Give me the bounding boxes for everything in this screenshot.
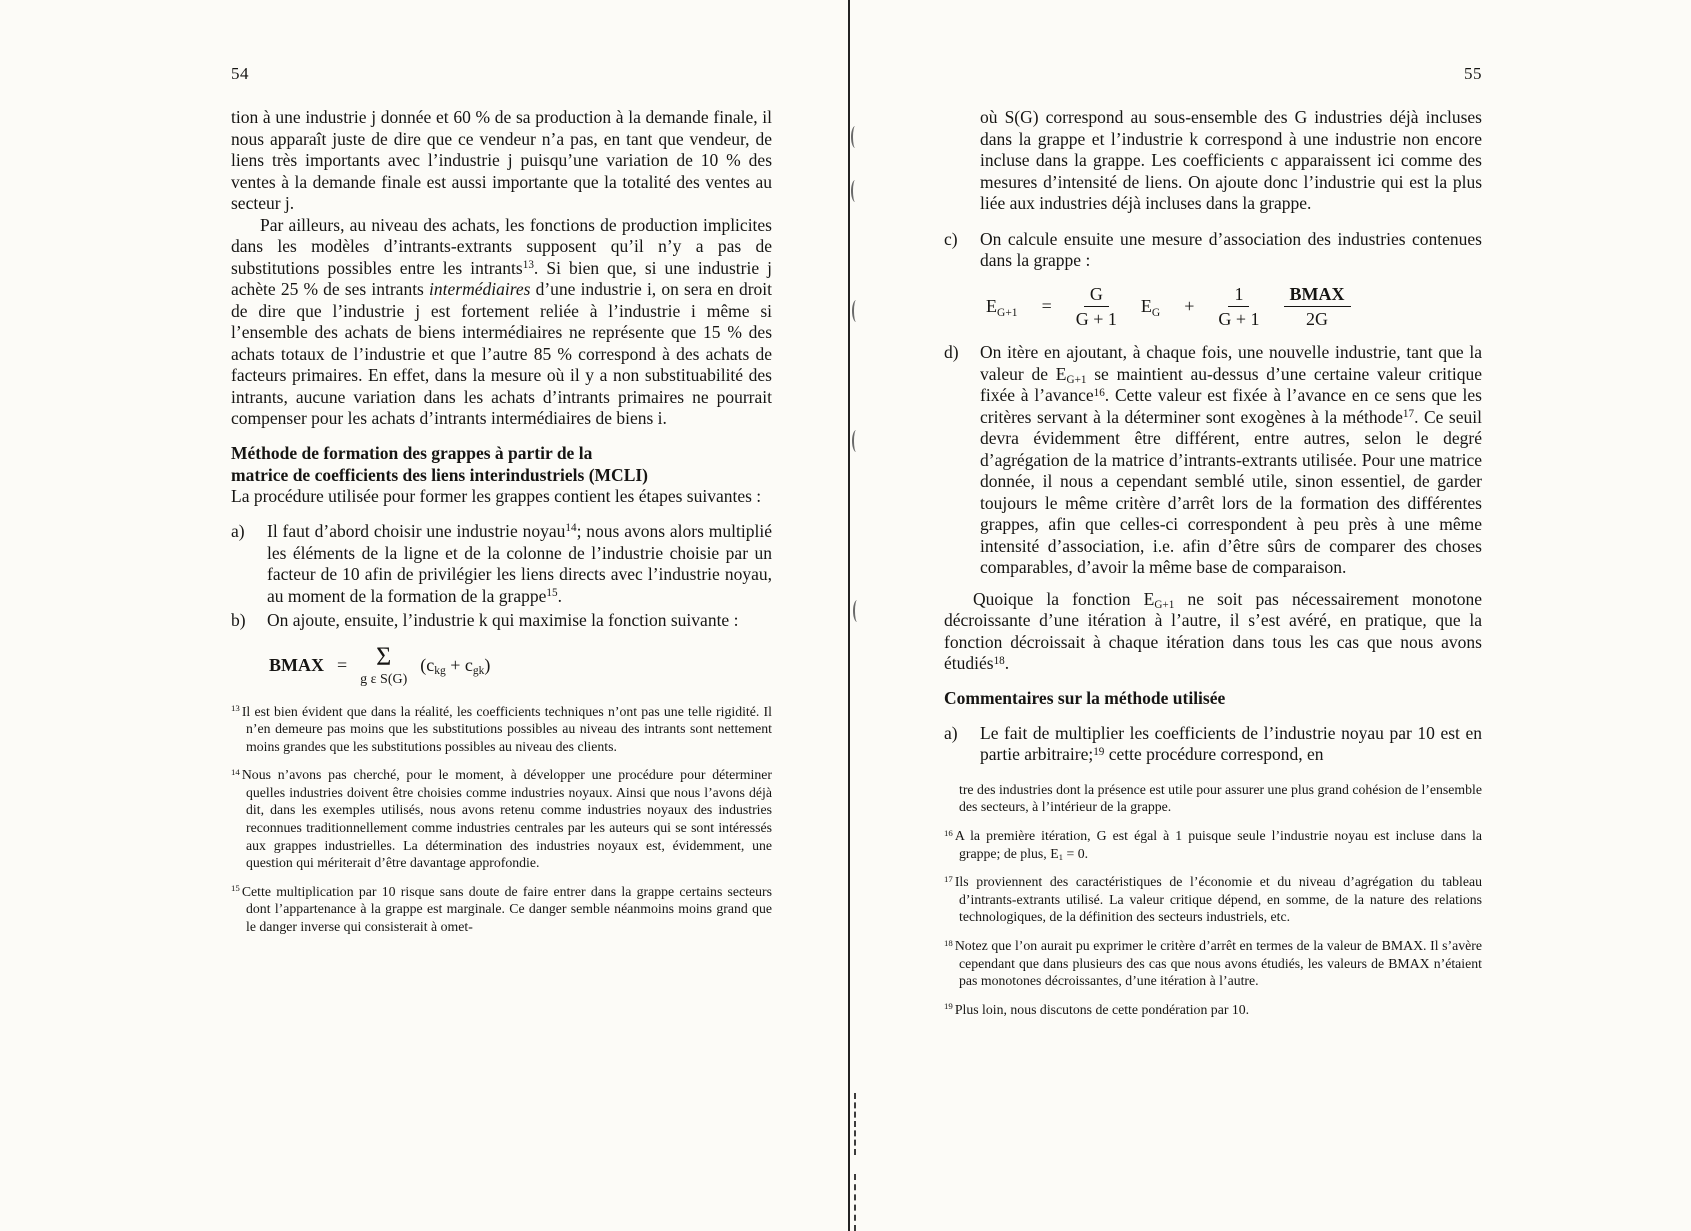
comments-heading-text: Commentaires sur la méthode utilisée	[944, 687, 1226, 708]
equals-sign: =	[1041, 296, 1052, 317]
footnote-marker-14: 14	[231, 766, 240, 777]
list-item-a	[231, 521, 772, 607]
footnote-19	[944, 1001, 1482, 1019]
footnote-text-14: Nous n’avons pas cherché, pour le moment, à développer une procédure pour déterminer quelles industries doivent être choisies comme industries noyaux. Ainsi que nous l’avons déjà dit, dans les exemples utilisés, nous avons retenu comme industries noyaux des industries reconnues traditionnellement comme industries centrales par les auteurs qui se sont intéressés aux grappes industrielles. La détermination des industries noyaux est, évidemment, une question qui mériterait d’être davantage approfondie.	[241, 767, 772, 871]
formula-bmax-lhs: BMAX	[269, 655, 324, 675]
footnote-text-18: Notez que l’on aurait pu exprimer le critère d’arrêt en termes de la valeur de BMAX. Il s’avère cependant que dans plusieurs des cas que nous avons étudiés, les valeurs de BMAX n’étaient pas monotones décroissantes, d’une itération à l’autre.	[954, 937, 1482, 989]
footnote-13	[231, 703, 772, 756]
footnote-16	[944, 827, 1482, 862]
page-divider	[848, 0, 850, 1231]
steps-list	[231, 521, 772, 632]
list-label-c: c)	[944, 228, 958, 249]
paragraph-quoique: Quoique la fonction $E_{G+1}$ ne soit pas nécessairement monotone décroissante d’une itération à l’autre, il s’est avéré, en pratique, que la fonction décroissait à chaque itération dans tous les cas que nous avons étudiés$^{18}$.	[944, 588, 1483, 674]
comments-label-a: a)	[944, 722, 958, 743]
formula-subscript: G	[1151, 306, 1161, 319]
formula-subscript: G+1	[997, 306, 1018, 319]
gutter-dash-mark	[854, 1174, 856, 1231]
footnote-15-continuation	[944, 781, 1482, 816]
scan-artifact	[852, 300, 859, 322]
comments-text-a: Le fait de multiplier les coefficients de l’industrie noyau par 10 est en partie arbitraire;$^{19}$ cette procédure correspond, en	[980, 722, 1482, 765]
fraction-1-over-g1	[1218, 285, 1259, 330]
equals-sign: =	[337, 655, 348, 675]
list-text-b: On ajoute, ensuite, l’industrie k qui maximise la fonction suivante :	[267, 610, 739, 630]
list-label-b: b)	[231, 610, 246, 630]
list-item-c	[944, 229, 1482, 272]
fraction-numerator: 1	[1228, 285, 1249, 308]
list-label-d: d)	[944, 342, 959, 363]
footnote-text-15: Cette multiplication par 10 risque sans doute de faire entrer dans la grappe certains secteurs dont l’appartenance à la grappe est marginale. Ce danger semble néanmoins moins grand que le danger inverse qui consisterait à omet-	[241, 883, 772, 935]
fraction-denominator: 2G	[1306, 309, 1329, 330]
comments-list	[944, 723, 1482, 766]
list-item-b	[231, 610, 772, 632]
scan-artifact	[852, 430, 859, 452]
scan-artifact	[851, 180, 858, 202]
list-text-d: On itère en ajoutant, à chaque fois, une nouvelle industrie, tant que la valeur de $E_{G+1}$ se maintient au-dessus d’une certaine valeur critique fixée à l’avance$^{16}$. Cette valeur est fixée à l’avance en ce sens que les critères servant à la déterminer sont exogènes à la méthode$^{17}$. Ce seuil devra évidemment être différent, entre autres, selon le degré d’agrégation de la matrice d’intrants-extrants utilisée. Pour une matrice donnée, il nous a cependant semblé utile, sinon essentiel, de garder toujours le même critère d’arrêt lors de la formation des différentes grappes, afin que celles-ci correspondent à peu près à une même intensité d’association, i.e. afin d’être sûrs de comparer des choses comparables, d’avoir la même base de comparaison.	[980, 342, 1482, 578]
footnote-text-16: A la première itération, G est égal à 1 puisque seule l’industrie noyau est incluse dans la grappe; de plus, $E_1 = 0$.	[954, 827, 1482, 863]
formula-piece: )	[484, 655, 491, 675]
footnotes-right	[944, 781, 1482, 1019]
comments-heading	[944, 687, 1482, 709]
page-number-left: 54	[231, 64, 249, 83]
scan-artifact	[853, 600, 860, 622]
footnote-marker-18: 18	[944, 937, 953, 948]
fraction-denominator: G + 1	[1075, 309, 1117, 330]
section-heading-mcli	[231, 442, 772, 486]
plus-sign: +	[1184, 296, 1195, 317]
footnote-15	[231, 883, 772, 936]
sigma-symbol: Σ	[376, 641, 392, 671]
scan-artifact	[851, 126, 858, 148]
fraction-numerator: BMAX	[1284, 285, 1351, 308]
formula-piece: (c	[420, 655, 435, 675]
fraction-denominator: G + 1	[1218, 309, 1260, 330]
section-intro: La procédure utilisée pour former les grappes contient les étapes suivantes :	[231, 485, 762, 506]
paragraph-continuation-left: tion à une industrie j donnée et 60 % de sa production à la demande finale, il nous apparaît juste de dire que ce vendeur n’a pas, en tant que vendeur, de liens très importants avec l’industrie j puisqu’une variation de 10 % des ventes à la demande finale est aussi importante que la totalité des ventes au secteur j.	[231, 107, 772, 213]
gutter-dash-mark	[854, 1093, 856, 1155]
formula-association	[986, 285, 1482, 330]
list-text-c: On calcule ensuite une mesure d’association des industries contenues dans la grappe :	[980, 228, 1482, 270]
footnote-marker-17: 17	[944, 873, 953, 884]
footnotes-left	[231, 703, 772, 936]
formula-bmax	[269, 641, 772, 688]
page-right	[944, 64, 1482, 1018]
footnote-text-19: Plus loin, nous discutons de cette pondération par 10.	[954, 1001, 1250, 1017]
comments-item-a	[944, 723, 1482, 766]
footnote-text-15-cont: tre des industries dont la présence est utile pour assurer une plus grand cohésion de l’ensemble des secteurs, à l’intérieur de la grappe.	[959, 781, 1482, 815]
list-item-d	[944, 342, 1482, 579]
footnote-text-13: Il est bien évident que dans la réalité, les coefficients techniques n’ont pas une telle rigidité. Il n’en demeure pas moins que les substitutions possibles au niveau des intrants sont nettement moins grandes que les substitutions possibles au niveau des clients.	[241, 703, 772, 754]
footnote-marker-15: 15	[231, 883, 240, 894]
footnote-17	[944, 873, 1482, 926]
formula-bmax-term	[420, 655, 490, 676]
section-heading-line-2: matrice de coefficients des liens interindustriels (MCLI)	[231, 464, 649, 485]
paragraph-achats: Par ailleurs, au niveau des achats, les fonctions de production implicites dans les modèles d’intrants-extrants supposent qu’il n’y a pas de substitutions possibles entre les intrants$^{13}$. Si bien que, si une industrie j achète 25 % de ses intrants intermédiaires d’une industrie i, on sera en droit de dire que l’industrie j est fortement reliée à l’industrie i même si l’ensemble des achats de biens intermédiaires ne représente que 15 % des achats totaux de l’industrie et que l’autre 85 % correspond à des achats de facteurs primaires. En effet, dans la mesure où il y a non substituabilité des intrants, aucune variation dans les achats d’intrants primaires ne pourrait compenser pour les achats d’intrants intermédiaires de biens i.	[231, 214, 772, 428]
formula-subscript: kg	[434, 665, 446, 678]
formula-e-lhs	[986, 296, 1018, 317]
page-number-right: 55	[1464, 64, 1482, 83]
list-label-a: a)	[231, 521, 245, 541]
fraction-bmax-over-2g	[1284, 285, 1351, 330]
page-left	[231, 64, 772, 936]
footnote-marker-19: 19	[944, 1001, 953, 1012]
list-text-a: Il faut d’abord choisir une industrie noyau$^{14}$; nous avons alors multiplié les éléments de la ligne et de la colonne de l’industrie choisie par un facteur de 10 afin de privilégier les liens directs avec l’industrie noyau, au moment de la formation de la grappe$^{15}$.	[267, 521, 772, 606]
sigma-operator	[360, 641, 408, 688]
steps-list-right	[944, 229, 1482, 579]
formula-piece: E	[986, 296, 997, 317]
formula-piece: E	[1140, 296, 1152, 317]
formula-subscript: gk	[472, 665, 485, 678]
sigma-index: g ε S(G)	[360, 671, 408, 687]
fraction-g-over-g1	[1076, 285, 1117, 330]
paragraph-continuation-right: où S(G) correspond au sous-ensemble des G industries déjà incluses dans la grappe et l’industrie k correspond à une industrie non encore incluse dans la grappe. Les coefficients c apparaissent ici comme des mesures d’intensité de liens. On ajoute donc l’industrie qui est la plus liée aux industries déjà incluses dans la grappe.	[980, 107, 1482, 213]
section-heading-line-1: Méthode de formation des grappes à partir de la	[231, 442, 593, 463]
formula-eg	[1141, 296, 1160, 317]
footnote-marker-16: 16	[944, 827, 953, 838]
formula-piece: + c	[445, 655, 473, 675]
fraction-numerator: G	[1084, 285, 1109, 308]
footnote-14	[231, 766, 772, 872]
footnote-text-17: Ils proviennent des caractéristiques de l’économie et du niveau d’agrégation du tableau d’intrants-extrants utilisé. La valeur critique dépend, en somme, de la nature des relations technologiques, de la définition des secteurs industriels, etc.	[954, 874, 1482, 925]
footnote-marker-13: 13	[231, 703, 240, 714]
footnote-18	[944, 937, 1482, 990]
